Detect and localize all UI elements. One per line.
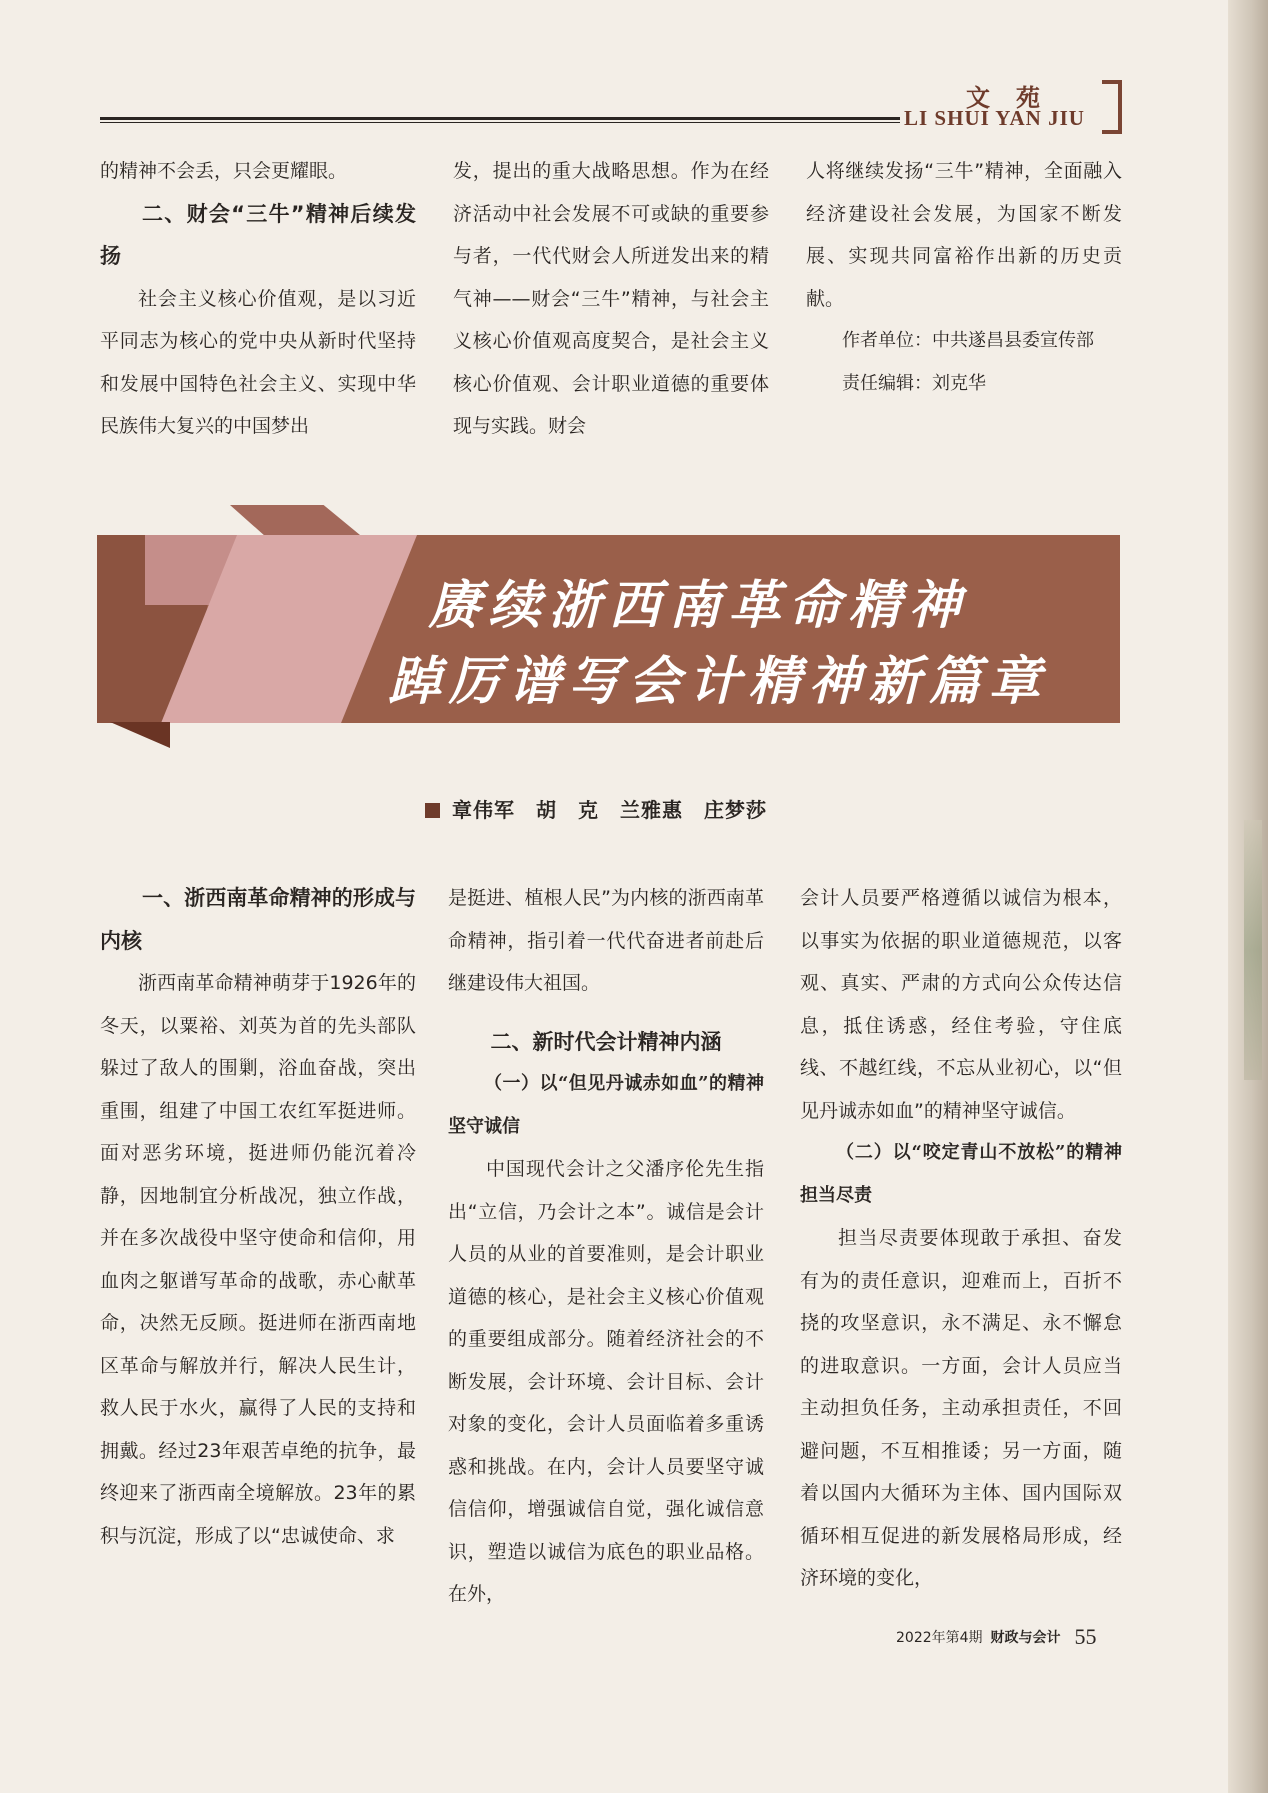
top-column-3 [806, 150, 1122, 405]
paragraph: 浙西南革命精神萌芽于1926年的冬天，以粟裕、刘英为首的先头部队躲过了敌人的围剿，浴血奋战，突出重围，组建了中国工农红军挺进师。面对恶劣环境，挺进师仍能沉着冷静，因地制宜分析战况，独立作战，并在多次战役中坚守使命和信仰，用血肉之躯谱写革命的战歌，赤心献革命，决然无反顾。挺进师在浙西南地区革命与解放并行，解决人民生计，救人民于水火，赢得了人民的支持和拥戴。经过23年艰苦卓绝的抗争，最终迎来了浙西南全境解放。23年的累积与沉淀，形成了以“忠诚使命、求 [100, 972, 416, 1547]
banner-fold-bottom [110, 722, 170, 748]
header-bracket [1102, 80, 1122, 134]
paragraph: 发，提出的重大战略思想。作为在经济活动中社会发展不可或缺的重要参与者，一代代财会人所迸发出来的精气神——财会“三牛”精神，与社会主义核心价值观高度契合，是社会主义核心价值观、会计职业道德的重要体现与实践。财会 [453, 160, 769, 437]
top-column-2 [453, 150, 769, 448]
article-title-line-2: 踔厉谱写会计精神新篇章 [388, 651, 1049, 712]
section-heading: 二、新时代会计精神内涵 [490, 1029, 722, 1054]
paragraph: 会计人员要严格遵循以诚信为根本，以事实为依据的职业道德规范，以客观、真实、严肃的方式向公众传达信息，抵住诱惑，经住考验，守住底线、不越红线，不忘从业初心，以“但见丹诚赤如血”的精神坚守诚信。 [800, 887, 1122, 1122]
section-subtitle: LI SHUI YAN JIU [904, 106, 1085, 130]
header-rule [100, 117, 900, 123]
authors: 章伟军 胡 克 兰雅惠 庄梦莎 [452, 798, 767, 822]
banner-fold-top [230, 505, 360, 535]
bottom-column-3 [800, 877, 1122, 1600]
page-footer [896, 1624, 1097, 1650]
issue-label: 2022年第4期 [896, 1630, 983, 1646]
bottom-column-1 [100, 877, 416, 1557]
bottom-column-2 [448, 877, 764, 1616]
top-column-1 [100, 150, 416, 448]
paragraph: 担当尽责要体现敢于承担、奋发有为的责任意识，迎难而上，百折不挠的攻坚意识，永不满足、永不懈怠的进取意识。一方面，会计人员应当主动担负任务，主动承担责任，不回避问题，不互相推诿；另一方面，随着以国内大循环为主体、国内国际双循环相互促进的新发展格局形成，经济环境的变化， [800, 1227, 1122, 1589]
page-edge [1228, 0, 1268, 1793]
sub-heading: （一）以“但见丹诚赤如血”的精神坚守诚信 [448, 1073, 764, 1137]
section-heading: 二、财会“三牛”精神后续发扬 [100, 201, 416, 268]
paragraph: 社会主义核心价值观，是以习近平同志为核心的党中央从新时代坚持和发展中国特色社会主义、实现中华民族伟大复兴的中国梦出 [100, 287, 416, 437]
paragraph: 中国现代会计之父潘序伦先生指出“立信，乃会计之本”。诚信是会计人员的从业的首要准则，是会计职业道德的核心，是社会主义核心价值观的重要组成部分。随着经济社会的不断发展，会计环境、会计目标、会计对象的变化，会计人员面临着多重诱惑和挑战。在内，会计人员要坚守诚信信仰，增强诚信自觉，强化诚信意识，塑造以诚信为底色的职业品格。在外， [448, 1158, 764, 1605]
editor-credit: 责任编辑：刘克华 [842, 372, 986, 394]
journal-name: 财政与会计 [990, 1630, 1061, 1646]
paragraph: 是挺进、植根人民”为内核的浙西南革命精神，指引着一代代奋进者前赴后继建设伟大祖国。 [448, 887, 764, 994]
article-title-line-1: 赓续浙西南革命精神 [428, 575, 969, 636]
section-title: 文苑 [966, 84, 1066, 112]
sub-heading: （二）以“咬定青山不放松”的精神担当尽责 [800, 1142, 1122, 1206]
author-unit: 作者单位：中共遂昌县委宣传部 [842, 330, 1094, 351]
title-banner [97, 535, 1120, 723]
section-heading: 一、浙西南革命精神的形成与内核 [100, 886, 416, 953]
author-line [425, 794, 767, 823]
square-bullet-icon [425, 803, 440, 818]
paragraph: 的精神不会丢，只会更耀眼。 [100, 160, 348, 182]
page-number: 55 [1074, 1624, 1097, 1649]
paragraph: 人将继续发扬“三牛”精神，全面融入经济建设社会发展，为国家不断发展、实现共同富裕作出新的历史贡献。 [806, 160, 1122, 310]
